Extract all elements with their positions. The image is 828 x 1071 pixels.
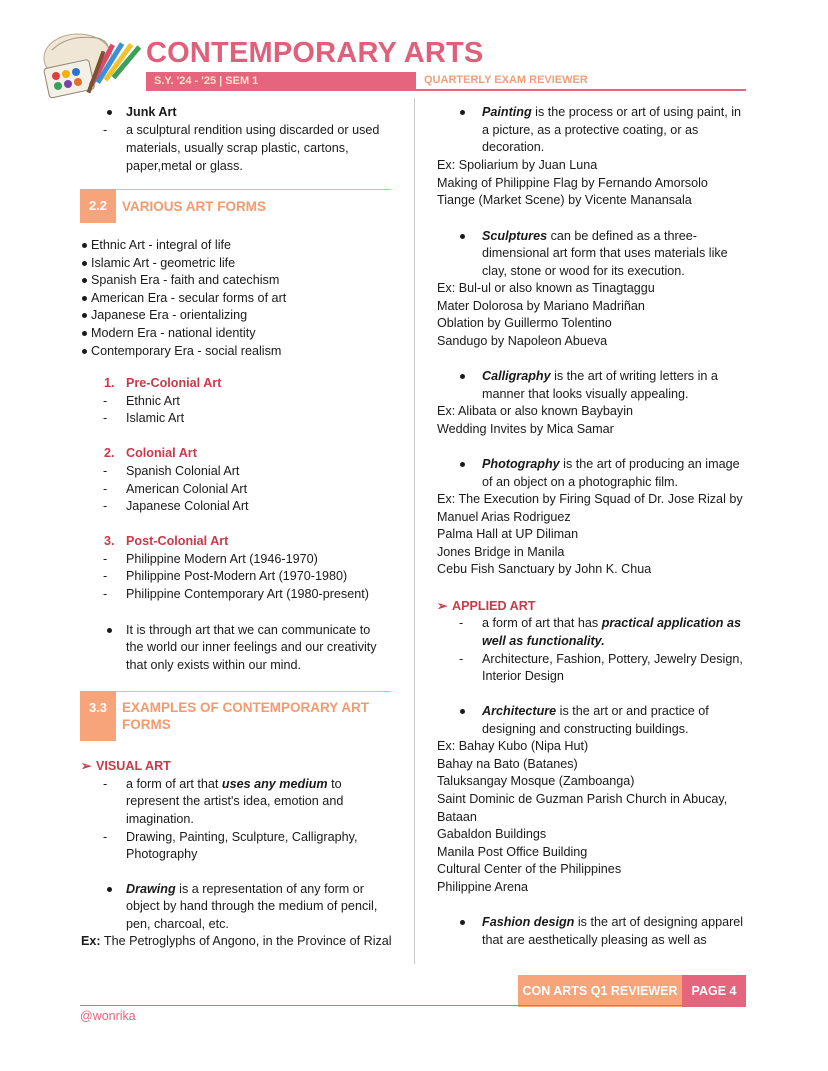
period-item: American Colonial Art bbox=[126, 482, 248, 496]
footer-rule bbox=[80, 1005, 746, 1006]
drawing-line-2: object by hand through the medium of pencil, bbox=[126, 899, 378, 913]
arrow-icon: ➢ bbox=[81, 759, 92, 773]
sculpture-line-3: clay, stone or wood for its execution. bbox=[482, 264, 685, 278]
photography-example: Cebu Fish Sanctuary by John K. Chua bbox=[437, 562, 652, 576]
painting-line-2: a picture, as a protective coating, or as bbox=[482, 123, 699, 137]
note-line-1: It is through art that we can communicate to bbox=[126, 623, 371, 637]
period-item: Philippine Contemporary Art (1980-present) bbox=[126, 587, 369, 601]
era-item: Ethnic Art - integral of life bbox=[91, 238, 231, 252]
school-year-bar: S.Y. '24 - '25 | SEM 1 bbox=[146, 72, 416, 91]
fashion-line-1: Fashion design is the art of designing apparel bbox=[482, 915, 744, 929]
period-item: Islamic Art bbox=[126, 411, 185, 425]
dash: - bbox=[103, 482, 108, 496]
footer-reviewer-label: CON ARTS Q1 REVIEWER bbox=[518, 975, 682, 1007]
reviewer-label-bar: QUARTERLY EXAM REVIEWER bbox=[416, 72, 746, 91]
period-number: 2. bbox=[104, 446, 115, 460]
bullet-icon bbox=[82, 278, 87, 283]
period-title: Colonial Art bbox=[126, 446, 197, 460]
photography-example: Palma Hall at UP Diliman bbox=[437, 527, 579, 541]
bullet-icon bbox=[460, 110, 465, 115]
period-item: Ethnic Art bbox=[126, 394, 180, 408]
arrow-icon: ➢ bbox=[437, 599, 448, 613]
visual-art-list-1: Drawing, Painting, Sculpture, Calligraphy, bbox=[126, 830, 358, 844]
dash: - bbox=[103, 123, 108, 137]
era-item: Modern Era - national identity bbox=[91, 326, 256, 340]
painting-line-3: decoration. bbox=[482, 140, 545, 154]
visual-art-definition-3: imagination. bbox=[126, 812, 194, 826]
bullet-icon bbox=[460, 920, 465, 925]
architecture-example: Gabaldon Buildings bbox=[437, 827, 547, 841]
note-line-2: the world our inner feelings and our creativity bbox=[126, 640, 377, 654]
dash: - bbox=[459, 616, 464, 630]
art-supplies-illustration bbox=[38, 28, 144, 102]
painting-example: Ex: Spoliarium by Juan Luna bbox=[437, 158, 598, 172]
junk-art-desc-2: materials, usually scrap plastic, cartons, bbox=[126, 141, 349, 155]
applied-art-heading: APPLIED ART bbox=[452, 599, 536, 613]
sculpture-example: Sandugo by Napoleon Abueva bbox=[437, 334, 608, 348]
dash: - bbox=[103, 394, 108, 408]
junk-art-desc-3: paper,metal or glass. bbox=[126, 159, 243, 173]
dash: - bbox=[459, 652, 464, 666]
architecture-line-2: designing and constructing buildings. bbox=[482, 722, 689, 736]
architecture-example: Taluksangay Mosque (Zamboanga) bbox=[437, 774, 635, 788]
architecture-example: Ex: Bahay Kubo (Nipa Hut) bbox=[437, 739, 589, 753]
visual-art-definition-2: represent the artist's idea, emotion and bbox=[126, 794, 344, 808]
era-item: American Era - secular forms of art bbox=[91, 291, 287, 305]
period-number: 3. bbox=[104, 534, 115, 548]
photography-example: Jones Bridge in Manila bbox=[437, 545, 565, 559]
bullet-icon bbox=[82, 349, 87, 354]
bullet-icon bbox=[460, 462, 465, 467]
drawing-example: Ex: The Petroglyphs of Angono, in the Province of Rizal bbox=[81, 934, 392, 948]
sculpture-line-2: dimensional art form that uses materials like bbox=[482, 246, 728, 260]
visual-art-list-2: Photography bbox=[126, 847, 198, 861]
note-line-3: that only exists within our mind. bbox=[126, 658, 301, 672]
architecture-example: Bataan bbox=[437, 810, 477, 824]
section-title-line-2: FORMS bbox=[122, 717, 171, 732]
dash: - bbox=[103, 499, 108, 513]
bullet-icon bbox=[107, 110, 112, 115]
page-title: CONTEMPORARY ARTS bbox=[146, 37, 484, 69]
section-rule bbox=[116, 189, 391, 190]
photography-line-1: Photography is the art of producing an image bbox=[482, 457, 740, 471]
column-divider bbox=[414, 98, 415, 964]
dash: - bbox=[103, 552, 108, 566]
period-title: Pre-Colonial Art bbox=[126, 376, 222, 390]
dash: - bbox=[103, 587, 108, 601]
architecture-example: Saint Dominic de Guzman Parish Church in Abucay, bbox=[437, 792, 728, 806]
section-rule bbox=[116, 691, 391, 692]
bullet-icon bbox=[460, 709, 465, 714]
bullet-icon bbox=[107, 628, 112, 633]
photography-example: Manuel Arias Rodriguez bbox=[437, 510, 571, 524]
sculpture-line-1: Sculptures can be defined as a three- bbox=[482, 229, 697, 243]
bullet-icon bbox=[460, 374, 465, 379]
sculpture-example: Oblation by Guillermo Tolentino bbox=[437, 316, 612, 330]
visual-art-heading: VISUAL ART bbox=[96, 759, 171, 773]
era-item: Islamic Art - geometric life bbox=[91, 256, 236, 270]
era-item: Contemporary Era - social realism bbox=[91, 344, 282, 358]
bullet-icon bbox=[107, 887, 112, 892]
drawing-line-1: Drawing is a representation of any form or bbox=[126, 882, 364, 896]
junk-art-title: Junk Art bbox=[126, 105, 177, 119]
dash: - bbox=[103, 569, 108, 583]
era-item: Japanese Era - orientalizing bbox=[91, 308, 248, 322]
dash: - bbox=[103, 777, 108, 791]
drawing-line-3: pen, charcoal, etc. bbox=[126, 917, 229, 931]
photography-line-2: of an object on a photographic film. bbox=[482, 475, 679, 489]
sculpture-example: Mater Dolorosa by Mariano Madriñan bbox=[437, 299, 645, 313]
bullet-icon bbox=[82, 331, 87, 336]
era-item: Spanish Era - faith and catechism bbox=[91, 273, 280, 287]
applied-art-definition-2: well as functionality. bbox=[482, 634, 605, 648]
period-number: 1. bbox=[104, 376, 115, 390]
calligraphy-line-2: manner that looks visually appealing. bbox=[482, 387, 689, 401]
fashion-line-2: that are aesthetically pleasing as well as bbox=[482, 933, 707, 947]
section-number-badge: 3.3 bbox=[80, 691, 116, 741]
period-item: Philippine Modern Art (1946-1970) bbox=[126, 552, 318, 566]
applied-art-definition: a form of art that has practical application as bbox=[482, 616, 741, 630]
sculpture-example: Ex: Bul-ul or also known as Tinagtaggu bbox=[437, 281, 655, 295]
dash: - bbox=[103, 411, 108, 425]
author-handle: @wonrika bbox=[80, 1009, 136, 1023]
dash: - bbox=[103, 464, 108, 478]
architecture-example: Philippine Arena bbox=[437, 880, 529, 894]
calligraphy-example: Ex: Alibata or also known Baybayin bbox=[437, 404, 634, 418]
applied-art-list-1: Architecture, Fashion, Pottery, Jewelry Design, bbox=[482, 652, 743, 666]
period-item: Spanish Colonial Art bbox=[126, 464, 240, 478]
page-number: PAGE 4 bbox=[682, 975, 746, 1007]
dash: - bbox=[103, 830, 108, 844]
architecture-line-1: Architecture is the art or and practice of bbox=[482, 704, 709, 718]
bullet-icon bbox=[460, 234, 465, 239]
architecture-example: Cultural Center of the Philippines bbox=[437, 862, 622, 876]
period-item: Philippine Post-Modern Art (1970-1980) bbox=[126, 569, 348, 583]
calligraphy-line-1: Calligraphy is the art of writing letters in a bbox=[482, 369, 718, 383]
bullet-icon bbox=[82, 296, 87, 301]
visual-art-definition: a form of art that uses any medium to bbox=[126, 777, 342, 791]
architecture-example: Bahay na Bato (Batanes) bbox=[437, 757, 578, 771]
painting-example: Tiange (Market Scene) by Vicente Manansala bbox=[437, 193, 692, 207]
section-title: VARIOUS ART FORMS bbox=[122, 199, 266, 214]
junk-art-desc-1: a sculptural rendition using discarded or used bbox=[126, 123, 380, 137]
section-number-badge: 2.2 bbox=[80, 189, 116, 223]
section-title-line-1: EXAMPLES OF CONTEMPORARY ART bbox=[122, 700, 370, 715]
period-title: Post-Colonial Art bbox=[126, 534, 229, 548]
bullet-icon bbox=[82, 261, 87, 266]
bullet-icon bbox=[82, 313, 87, 318]
painting-example: Making of Philippine Flag by Fernando Amorsolo bbox=[437, 176, 708, 190]
applied-art-list-2: Interior Design bbox=[482, 669, 564, 683]
period-item: Japanese Colonial Art bbox=[126, 499, 249, 513]
architecture-example: Manila Post Office Building bbox=[437, 845, 588, 859]
calligraphy-example: Wedding Invites by Mica Samar bbox=[437, 422, 614, 436]
bullet-icon bbox=[82, 243, 87, 248]
painting-line-1: Painting is the process or art of using paint, in bbox=[482, 105, 741, 119]
photography-example: Ex: The Execution by Firing Squad of Dr. Jose Rizal by bbox=[437, 492, 743, 506]
